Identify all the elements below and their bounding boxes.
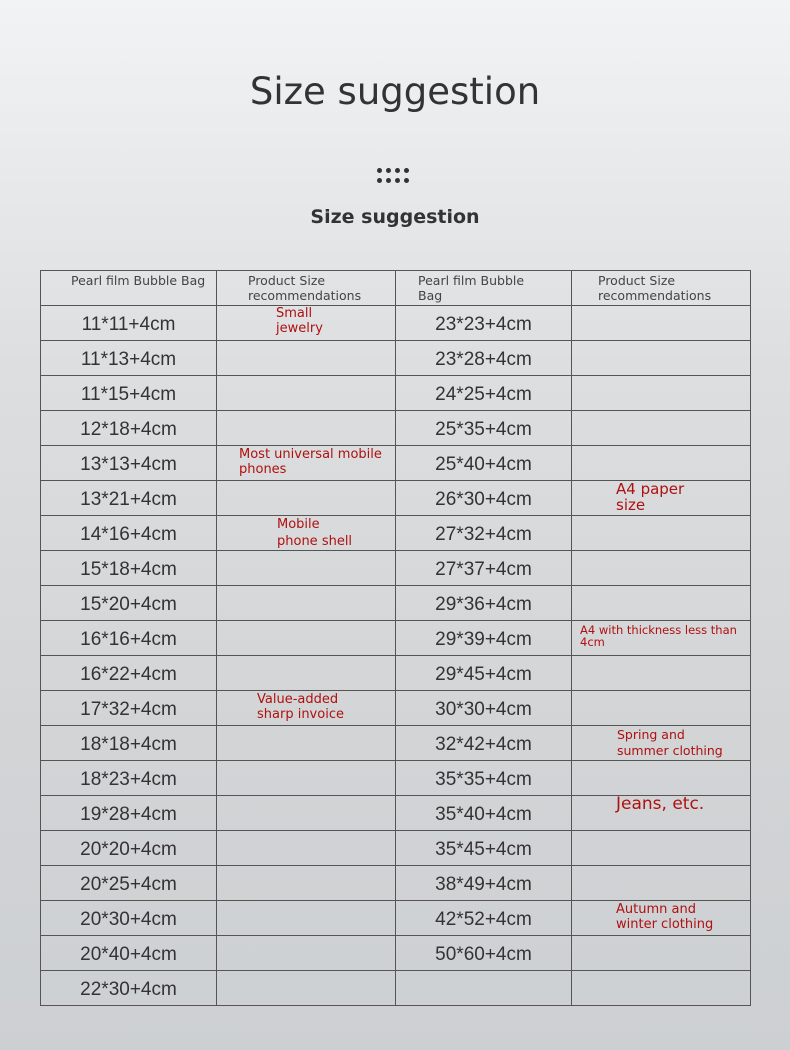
size-cell-right: [396, 656, 572, 691]
note-small-jewelry: [276, 306, 323, 336]
note-text: summer clothing: [617, 743, 723, 758]
size-value: 27*37+4cm: [435, 559, 532, 580]
note-text: A4 with thickness less than: [580, 623, 737, 637]
size-cell-left: [41, 691, 217, 726]
recommendation-cell-right: [572, 971, 751, 1006]
recommendation-cell-left: [217, 481, 396, 516]
size-value: 15*18+4cm: [80, 559, 177, 580]
size-value: 13*21+4cm: [80, 489, 177, 510]
size-cell-left: [41, 411, 217, 446]
size-cell-right: [396, 901, 572, 936]
size-value: 25*35+4cm: [435, 419, 532, 440]
header-label: Bag: [418, 288, 443, 303]
header-bag-size-right: [396, 271, 572, 306]
note-mobile-phones: [239, 447, 382, 477]
size-value: 23*23+4cm: [435, 314, 532, 335]
size-cell-left: [41, 586, 217, 621]
size-cell-left: [41, 796, 217, 831]
note-text: sharp invoice: [257, 707, 344, 722]
size-cell-left: [41, 866, 217, 901]
size-value: 35*35+4cm: [435, 769, 532, 790]
size-cell-right: [396, 761, 572, 796]
size-cell-left: [41, 656, 217, 691]
size-cell-left: [41, 971, 217, 1006]
recommendation-cell-right: [572, 586, 751, 621]
size-cell-left: [41, 621, 217, 656]
size-value: 11*15+4cm: [80, 384, 177, 405]
table-row: [41, 761, 751, 796]
size-value: 32*42+4cm: [435, 734, 532, 755]
size-value: 11*11+4cm: [81, 314, 176, 335]
size-value: 20*25+4cm: [80, 874, 177, 895]
size-value: 26*30+4cm: [435, 489, 532, 510]
recommendation-cell-left: [217, 586, 396, 621]
size-cell-right: [396, 831, 572, 866]
header-label: Pearl film Bubble Bag: [71, 273, 206, 288]
recommendation-cell-left: [217, 936, 396, 971]
size-value: 19*28+4cm: [80, 804, 177, 825]
page-title: Size suggestion: [249, 70, 541, 113]
size-value: 12*18+4cm: [80, 419, 177, 440]
size-cell-right: [396, 551, 572, 586]
note-jeans: [616, 794, 705, 814]
table-row: [41, 691, 751, 726]
size-cell-right: [396, 796, 572, 831]
size-cell-left: [41, 936, 217, 971]
note-text: phones: [239, 462, 287, 477]
size-cell-right: [396, 726, 572, 761]
size-cell-right: [396, 481, 572, 516]
size-value: 35*45+4cm: [435, 839, 532, 860]
note-text: Jeans, etc.: [616, 794, 705, 814]
note-text: Most universal mobile: [239, 447, 382, 462]
header-label: Pearl film Bubble: [418, 273, 525, 288]
size-value: 22*30+4cm: [80, 979, 177, 1000]
size-cell-left: [41, 481, 217, 516]
header-recommendation-left: [217, 271, 396, 306]
note-autumn-winter: [616, 902, 713, 932]
size-value: 42*52+4cm: [435, 909, 532, 930]
table-row: [41, 936, 751, 971]
size-value: 20*40+4cm: [80, 944, 177, 965]
header-label: Product Size: [248, 273, 326, 288]
recommendation-cell-left: [217, 621, 396, 656]
size-cell-right: [396, 691, 572, 726]
table-row: [41, 586, 751, 621]
table-row: [41, 971, 751, 1006]
recommendation-cell-right: [572, 551, 751, 586]
recommendation-cell-right: [572, 446, 751, 481]
table-row: [41, 866, 751, 901]
note-text: A4 paper: [616, 480, 685, 498]
size-cell-right: [396, 936, 572, 971]
size-cell-left: [41, 831, 217, 866]
header-label: recommendations: [248, 288, 362, 303]
size-value: 18*18+4cm: [80, 734, 177, 755]
size-value: 29*39+4cm: [435, 629, 532, 650]
recommendation-cell-right: [572, 866, 751, 901]
recommendation-cell-left: [217, 901, 396, 936]
size-value: 29*45+4cm: [435, 664, 532, 685]
recommendation-cell-right: [572, 936, 751, 971]
note-text: phone shell: [277, 534, 353, 549]
size-cell-left: [41, 761, 217, 796]
recommendation-cell-left: [217, 796, 396, 831]
size-value: 24*25+4cm: [435, 384, 532, 405]
recommendation-cell-left: [217, 866, 396, 901]
size-cell-right: [396, 376, 572, 411]
note-invoice: [257, 692, 344, 722]
header-bag-size-left: [41, 271, 217, 306]
recommendation-cell-right: [572, 691, 751, 726]
size-table-body: [41, 306, 751, 1006]
size-cell-left: [41, 341, 217, 376]
size-cell-left: [41, 306, 217, 341]
recommendation-cell-right: [572, 516, 751, 551]
header-recommendation-right: [572, 271, 751, 306]
table-row: [41, 306, 751, 341]
table-header-row: [41, 271, 751, 306]
size-cell-right: [396, 411, 572, 446]
recommendation-cell-left: [217, 971, 396, 1006]
size-value: 14*16+4cm: [80, 524, 177, 545]
size-cell-left: [41, 901, 217, 936]
size-value: 29*36+4cm: [435, 594, 532, 615]
recommendation-cell-left: [217, 551, 396, 586]
size-value: 23*28+4cm: [435, 349, 532, 370]
note-text: winter clothing: [616, 917, 714, 932]
table-row: [41, 411, 751, 446]
recommendation-cell-left: [217, 341, 396, 376]
size-value: 15*20+4cm: [80, 594, 177, 615]
size-cell-right: [396, 341, 572, 376]
size-cell-right: [396, 621, 572, 656]
size-cell-right: [396, 516, 572, 551]
note-text: 4cm: [580, 635, 605, 649]
size-cell-right: [396, 446, 572, 481]
size-cell-left: [41, 726, 217, 761]
dots-divider-icon: [377, 168, 417, 188]
header-label: recommendations: [598, 288, 712, 303]
size-cell-right: [396, 866, 572, 901]
table-row: [41, 831, 751, 866]
size-cell-right: [396, 971, 572, 1006]
section-subtitle: Size suggestion: [310, 206, 480, 228]
note-text: size: [616, 496, 646, 514]
size-value: 27*32+4cm: [435, 524, 532, 545]
note-a4-thick: [580, 624, 737, 648]
size-value: 35*40+4cm: [435, 804, 532, 825]
table-row: [41, 446, 751, 481]
size-cell-right: [396, 586, 572, 621]
size-value: 38*49+4cm: [435, 874, 532, 895]
size-cell-right: [396, 306, 572, 341]
recommendation-cell-right: [572, 341, 751, 376]
note-text: Spring and: [617, 727, 685, 742]
note-text: Value-added: [257, 692, 339, 707]
note-text: Autumn and: [616, 902, 696, 917]
size-value: 20*20+4cm: [80, 839, 177, 860]
size-value: 17*32+4cm: [80, 699, 177, 720]
table-row: [41, 551, 751, 586]
table-row: [41, 376, 751, 411]
note-spring-summer: [617, 727, 723, 759]
recommendation-cell-left: [217, 761, 396, 796]
note-a4-paper: [616, 481, 684, 513]
size-value: 20*30+4cm: [80, 909, 177, 930]
recommendation-cell-left: [217, 726, 396, 761]
recommendation-cell-right: [572, 306, 751, 341]
table-row: [41, 656, 751, 691]
size-value: 16*22+4cm: [80, 664, 177, 685]
note-phone-shell: [277, 516, 352, 550]
header-label: Product Size: [598, 273, 676, 288]
size-cell-left: [41, 446, 217, 481]
note-text: Mobile: [277, 517, 320, 532]
recommendation-cell-left: [217, 411, 396, 446]
size-cell-left: [41, 516, 217, 551]
recommendation-cell-left: [217, 376, 396, 411]
recommendation-cell-left: [217, 656, 396, 691]
table-row: [41, 516, 751, 551]
size-value: 30*30+4cm: [435, 699, 532, 720]
size-value: 25*40+4cm: [435, 454, 532, 475]
recommendation-cell-right: [572, 761, 751, 796]
recommendation-cell-right: [572, 411, 751, 446]
size-value: 16*16+4cm: [80, 629, 177, 650]
size-cell-left: [41, 551, 217, 586]
size-value: 18*23+4cm: [80, 769, 177, 790]
size-cell-left: [41, 376, 217, 411]
recommendation-cell-left: [217, 831, 396, 866]
recommendation-cell-right: [572, 656, 751, 691]
size-value: 11*13+4cm: [80, 349, 177, 370]
size-value: 50*60+4cm: [435, 944, 532, 965]
table-row: [41, 341, 751, 376]
recommendation-cell-right: [572, 831, 751, 866]
note-text: jewelry: [276, 321, 323, 336]
note-text: Small: [276, 306, 313, 321]
size-value: 13*13+4cm: [80, 454, 177, 475]
recommendation-cell-right: [572, 376, 751, 411]
